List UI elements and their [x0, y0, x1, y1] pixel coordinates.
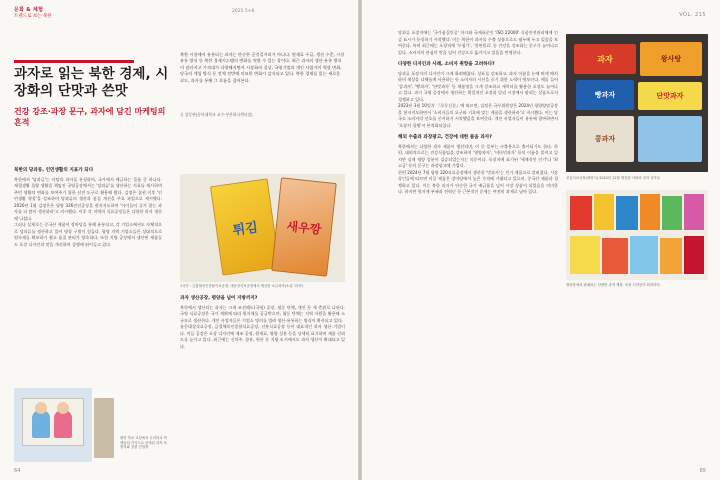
shelf-photo-caption: 장마당에서 판매되는 다양한 과자 제품. 포장 디자인이 화려하다.	[566, 283, 661, 287]
section-body: 북한에서 '당과류'는 사탕과 과자를 통칭하며, 국가에서 배급하는 물품 중 하나다. 제철생활 물량 생활을 책임진 국영공장에서는 '당과류'를 생산하는 지표를 제시하며 주민 생활의 변화를 보여주기 위한 선전 도구로 활용해 왔다. 김정은 집권 이후 '인민생활 향상'을 강조하며 당과류의 생산과 품질 개선을 주요 과업으로 제시했다. 2020년 1월 김정은은 평양 326전선공장을 현지지도하며 '아이들이 즐겨 찾는 과자를 더 많이 생산하라'고 지시했다. 이후 각 지역의 식료공장들은 다양한 과자 생산에 나섰다. 그러나 실제로는 중국산 제품이 장마당을 통해 유통되고, 각 기업소에서도 자체적으로 당과류를 생산하고 있어 명칭 구별이 힘들다. 평양 지역 기업소들은 상대적으로 원자재를 확보하기 쉽고 품질 관리가 양호하다. 또한 지방 공장에서 생산된 제품들도 포장 디자인과 맛을 개선하며 경쟁에 뛰어들고 있다.	[14, 176, 162, 247]
section-heading: 다양한 디자인과 사례, 소비자 취향을 고려하다?	[398, 62, 495, 67]
page-number-right: 65	[699, 468, 706, 474]
section-subtitle: 트렌드로 보는 북한	[14, 14, 52, 19]
title-rule	[14, 60, 134, 63]
section-body: 당과류 포장지에는 '국가품질인증' 마크와 국제표준인 'ISO 22000' 식품안전관리체계 인증 표시가 등장하기 시작했다. 이는 북한이 과자를 수출 상품으로도 염두에 두고 있음을 보여준다. 특히 최근에는 포장지에 '무첨가', '천연원료' 등 건강을 강조하는 문구가 늘어나고 있다. 소비자의 관심이 맛을 넘어 건강으로 옮겨가고 있음을 반영한다.	[398, 30, 558, 55]
article-title: 과자로 읽는 북한 경제, 시장화의 단맛과 쓴맛	[14, 66, 169, 99]
section-label: 문화 & 체험	[14, 7, 44, 13]
section-body: 북한에서는 다양한 과자 제품이 생산되며, 이 중 일부는 수출용으로 출시되기도 한다. 한편, 대외적으로는 건강식품임을 강조하며 '영양과자', '비타민과자' 등의 이름을 붙이고 있지만 실제 영양 성분이 검증되었는지는 의문이다. 포장지에 표기된 '세계적인 인기'나 '최고급' 등의 문구는 과장광고에 가깝다. 한편 2024년 7월 평양 320식료공장에서 생산한 '맛과자'는 인기 제품으로 알려졌다. 시장 상인들에 따르면 이들 제품은 장마당에서 높은 가격에 거래되고 있으며, 중국산 제품과 경쟁하고 있다. 이는 북한 과자가 단순한 국가 배급품을 넘어 시장 상품이 되었음을 의미한다. 하지만 원자재 부족과 전력난 등 근본적인 문제는 여전히 과제로 남아 있다.	[398, 143, 558, 194]
snack-bag-shrimp: 새우깡	[271, 177, 337, 276]
market-shelf-photo	[566, 190, 708, 280]
body-column-1	[14, 168, 162, 248]
box-beige: 콩과자	[576, 116, 634, 162]
product-shelf-thumb	[94, 398, 114, 458]
snack-bag-yellow: 튀김	[210, 178, 280, 275]
box-blue: 빵과자	[576, 80, 634, 110]
body-column-3	[398, 30, 558, 196]
issue-number: 2025 5+6	[232, 9, 255, 14]
author-credit: 글 강동완(동아대학교 교수·부산하나센터장)	[180, 112, 253, 117]
article-intro: 북한 시장에서 유통되는 과자는 단순한 군것질거리가 아니다. 원재료 수급, 생산 수준, 시장 유통 방식 등 북한 경제시스템의 변화를 엿볼 수 있는 창이다. 최근 과자의 생산·유통 방식이 달라지고 가격대가 다양해지면서 시장화의 실상, 국영기업과 개인 사업자의 역할 변화, 당국의 개입 방식 등 전체 전반에 미묘한 변화가 감지되고 있다. 북한 경제를 읽는 새로운 코드, 과자를 통해 그 흐름을 짚어본다.	[180, 52, 345, 83]
children-photo	[14, 388, 92, 462]
section-body: 당과류 포장지의 디자인이 크게 화려해졌다. 상표를 강조하고, 과자 이름을 눈에 띄게 배치하며 색상을 다채롭게 사용하는 등 소비자의 시선을 끌기 위한 노력이 엿보인다. 예를 들어 '콩과자', '빵과자', '단맛과자' 등 제품명을 크게 강조하고 캐릭터를 활용한 포장도 늘어나고 있다. 과거 국영 공장에서 생산하는 획일적인 포장과 달리 시장에서 팔리는 상품으로서 경쟁하고 있다. 2023년 3월 10일자 『로동신문』에 따르면, 김정은 국무위원장은 2024년 평양양말공장을 현지지도하면서 '소비자들의 요구와 기호에 맞는 제품을 생산하라'고 지시했다. 이는 당국도 소비자의 선호를 중시하기 시작했음을 보여준다. 개인 사업자들이 유통에 참여하면서 '포장지 경쟁'이 본격화되었다.	[398, 70, 558, 128]
section-body: 북한에서 생산되는 과자는 크게 조선해도(국영) 공장, 협동 단체, 개인 등 세 층위로 나뉜다. 국영 식료공장은 국가 계획에 따라 원자재를 공급받으며, 협동 단체는 지역 자원을 활용해 소규모로 생산한다. 개인 사업자들은 기업소 명의를 빌려 생산·유통하는 방식이 확산되고 있다. 유동대성식료공장, 금컵체육인종합식료공장, 선흥식료공장 등이 대표적인 과자 생산 기업이다. 이들 공장은 포장 디자인에 제조 공정, 원재료, 영양 성분 등을 상세히 표기하며 제품 신뢰도를 높이고 있다. 최근에는 신의주, 함흥, 원산 등 지방 도시에서도 과자 생산이 확대되고 있다.	[180, 304, 345, 349]
section-heading: 북한의 당과류, 인민생활의 지표가 되다	[14, 168, 94, 173]
box-yellow: 단맛과자	[638, 82, 702, 110]
right-page	[362, 0, 720, 480]
boxes-photo-caption: 선흥식료공장(평양시) 2024년 12월 생산된 사탕과 과자 상자들	[566, 176, 661, 180]
box-lightblue	[638, 116, 702, 162]
snack-photo-caption: 1사진 : 금컵체육인종합식료공장, 대동강식료공장에서 생산한 소금과자(소위 '과자')	[180, 284, 304, 288]
volume-number: VOL. 215	[679, 12, 706, 18]
body-column-2	[180, 296, 345, 350]
box-red: 과자	[574, 44, 636, 74]
candy-boxes-photo	[566, 34, 708, 172]
children-photo-caption: 평양 학교 교실에서 우리학교 학생들의 간식으로 준비된 과자 포장지와 상품 진열장	[120, 436, 167, 450]
section-heading: 해외 수출과 과장광고, 건강에 대한 물음 과자?	[398, 135, 492, 140]
page-number-left: 64	[14, 468, 21, 474]
box-orange: 왕사탕	[640, 42, 702, 76]
article-subtitle: 건강 강조·과장 문구, 과자에 담긴 마케팅의 흔적	[14, 107, 166, 127]
left-page	[0, 0, 358, 480]
section-heading: 과자 생산공장, 평양을 넘어 지방까지?	[180, 296, 258, 301]
snack-bags-photo	[180, 174, 345, 282]
